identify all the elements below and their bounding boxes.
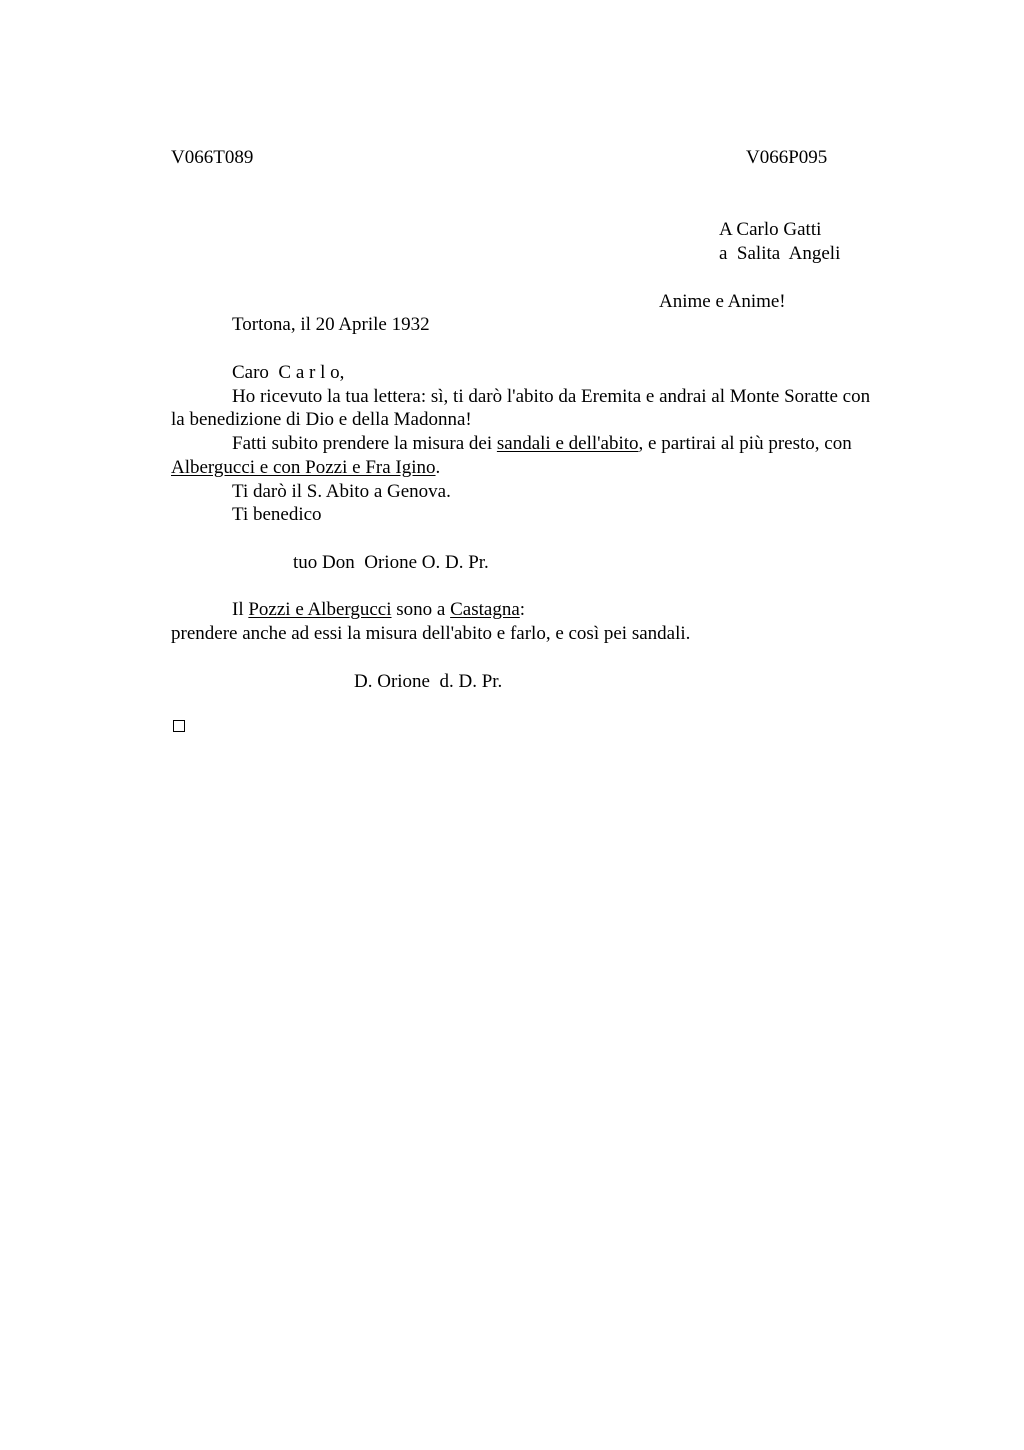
salutation: Caro C a r l o, [232, 362, 345, 383]
text-segment: , e partirai al più presto, con [638, 433, 852, 454]
underlined-text: Albergucci e con Pozzi e Fra Igino [171, 457, 436, 478]
body-paragraph-4: Ti benedico [232, 504, 322, 525]
body-paragraph-1-line-1: Ho ricevuto la tua lettera: sì, ti darò l'abito da Eremita e andrai al Monte Soratte con [232, 386, 871, 407]
body-paragraph-1-line-2: la benedizione di Dio e della Madonna! [171, 409, 472, 430]
text-segment: . [435, 457, 441, 478]
underlined-text: Castagna [450, 599, 520, 620]
text-segment: sono a [391, 599, 451, 620]
addressee-place: a Salita Angeli [719, 243, 841, 264]
document-code-right: V066P095 [746, 147, 828, 168]
underlined-text: Pozzi e Albergucci [248, 599, 392, 620]
document-code-left: V066T089 [171, 147, 254, 168]
body-paragraph-2-line-1 [232, 432, 852, 456]
postscript-line-2: prendere anche ad essi la misura dell'abito e farlo, e così pei sandali. [171, 623, 691, 644]
addressee-name: A Carlo Gatti [719, 219, 822, 240]
body-paragraph-2-line-2 [171, 456, 440, 480]
signature-2: D. Orione d. D. Pr. [354, 671, 503, 692]
signature-1: tuo Don Orione O. D. Pr. [293, 552, 489, 573]
text-segment: Il [232, 599, 249, 620]
motto: Anime e Anime! [659, 291, 786, 312]
underlined-text: sandali e dell'abito [496, 433, 639, 454]
text-segment: : [519, 599, 526, 620]
body-paragraph-3: Ti darò il S. Abito a Genova. [232, 481, 451, 502]
text-segment: Fatti subito prendere la misura dei [232, 433, 497, 454]
box-icon [173, 720, 185, 732]
dateline: Tortona, il 20 Aprile 1932 [232, 314, 430, 335]
postscript-line-1 [232, 598, 525, 622]
